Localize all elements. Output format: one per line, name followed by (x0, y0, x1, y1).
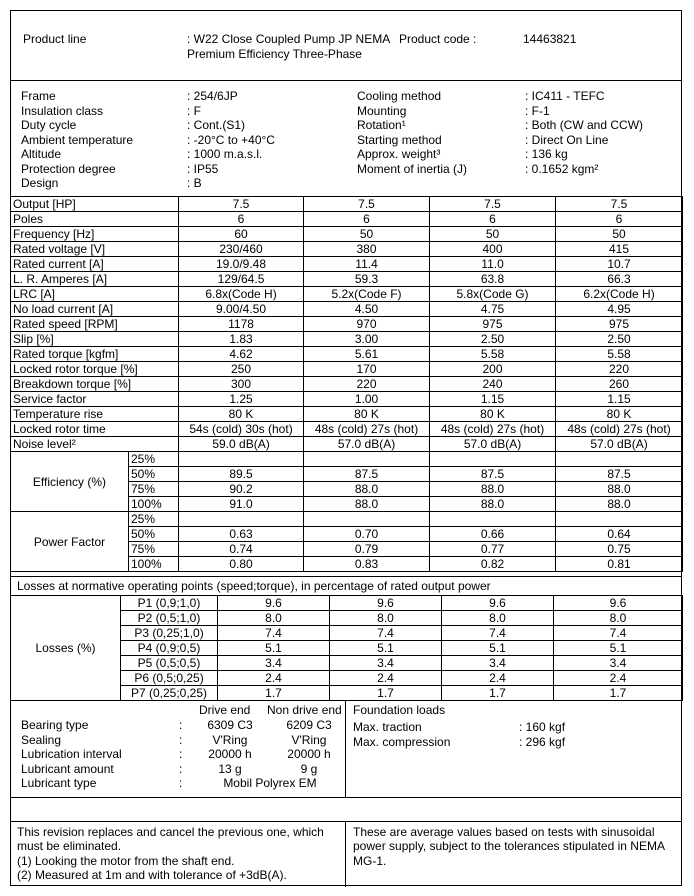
bearing-type-label: Bearing type (21, 718, 89, 732)
max-compression-value: : 296 kgf (519, 734, 566, 749)
cell-value: 19.0/9.48 (179, 257, 304, 272)
cell-value: 9.6 (218, 596, 330, 611)
moment-of-inertia-label: Moment of inertia (J) (357, 161, 468, 176)
cell-value: 1.7 (442, 686, 554, 701)
cell-value: 2.50 (430, 332, 556, 347)
cell-value: 50 (556, 227, 683, 242)
duty-cycle-value: : Cont.(S1) (187, 118, 246, 132)
row-label: Locked rotor time (11, 422, 179, 437)
cell-value: 170 (304, 362, 430, 377)
cell-value: 300 (179, 377, 304, 392)
cell-value: 5.1 (218, 641, 330, 656)
table-row (11, 452, 683, 467)
lubrication-interval-label: Lubrication interval (21, 747, 122, 761)
operating-point: P4 (0,9;0,5) (121, 641, 218, 656)
cell-value: 5.58 (430, 347, 556, 362)
cell-value: 129/64.5 (179, 272, 304, 287)
non-drive-end-lubrication-interval: 20000 h (287, 747, 331, 761)
cell-value: 91.0 (179, 497, 304, 512)
bearing-colons (179, 718, 182, 791)
cell-value: 88.0 (304, 482, 430, 497)
cell-value: 59.0 dB(A) (179, 437, 304, 452)
drive-end-sealing: V'Ring (212, 732, 248, 747)
cell-value: 48s (cold) 27s (hot) (556, 422, 683, 437)
load-label: 25% (129, 512, 179, 527)
lubricant-type-value: Mobil Polyrex EM (223, 776, 317, 790)
cell-value: 7.5 (556, 197, 683, 212)
row-label: Noise level² (11, 437, 179, 452)
cell-value: 3.4 (330, 656, 442, 671)
bearing-labels (21, 718, 122, 791)
cell-value: 80 K (304, 407, 430, 422)
cell-value: 200 (430, 362, 556, 377)
cell-value: 59.3 (304, 272, 430, 287)
cell-value: 975 (556, 317, 683, 332)
sealing-label: Sealing (21, 732, 62, 747)
cell-value: 7.4 (554, 626, 683, 641)
table-row (11, 437, 683, 452)
colon: : (179, 776, 183, 790)
table-row (11, 332, 683, 347)
divider (345, 821, 346, 887)
cell-value (304, 452, 430, 467)
table-row (11, 287, 683, 302)
cell-value: 9.00/4.50 (179, 302, 304, 317)
cell-value: 1.83 (179, 332, 304, 347)
cell-value: 1178 (179, 317, 304, 332)
cell-value: 50 (304, 227, 430, 242)
cell-value: 0.83 (304, 557, 430, 572)
load-label: 50% (129, 527, 179, 542)
cell-value: 6.8x(Code H) (179, 287, 304, 302)
non-drive-end-bearing-type: 6209 C3 (286, 718, 332, 732)
cell-value: 88.0 (430, 497, 556, 512)
row-label: Breakdown torque [%] (11, 377, 179, 392)
operating-point: P1 (0,9;1,0) (121, 596, 218, 611)
row-label: Frequency [Hz] (11, 227, 179, 242)
cell-value: 0.82 (430, 557, 556, 572)
cell-value: 1.15 (556, 392, 683, 407)
drive-end-bearing-type: 6309 C3 (207, 718, 253, 732)
table-row (11, 302, 683, 317)
colon: : (179, 761, 183, 776)
cell-value: 8.0 (554, 611, 683, 626)
cell-value: 2.4 (554, 671, 683, 686)
cell-value: 7.4 (442, 626, 554, 641)
colon: : (179, 747, 183, 761)
non-drive-end-header: Non drive end (267, 703, 342, 717)
general-left-values (187, 89, 275, 191)
cell-value: 0.64 (556, 527, 683, 542)
cell-value: 5.1 (330, 641, 442, 656)
cooling-method-value: : IC411 - TEFC (525, 89, 605, 103)
divider (11, 797, 681, 798)
table-row (11, 407, 683, 422)
cell-value: 6 (430, 212, 556, 227)
design-value: : B (187, 176, 202, 190)
cell-value: 57.0 dB(A) (304, 437, 430, 452)
cell-value: 250 (179, 362, 304, 377)
cell-value: 5.1 (442, 641, 554, 656)
losses-table (10, 595, 683, 701)
cell-value: 87.5 (304, 467, 430, 482)
max-compression-label: Max. compression (353, 734, 451, 749)
cell-value: 1.25 (179, 392, 304, 407)
protection-degree-value: : IP55 (187, 161, 219, 176)
row-label: No load current [A] (11, 302, 179, 317)
table-row (11, 362, 683, 377)
duty-cycle-label: Duty cycle (21, 118, 77, 132)
altitude-value: : 1000 m.a.s.l. (187, 147, 263, 161)
efficiency-label: Efficiency (%) (11, 452, 129, 512)
design-label: Design (21, 176, 59, 190)
load-label: 25% (129, 452, 179, 467)
cell-value: 50 (430, 227, 556, 242)
approx-weight-label: Approx. weight³ (357, 147, 441, 161)
table-row (11, 512, 683, 527)
cell-value: 0.66 (430, 527, 556, 542)
cell-value: 9.6 (330, 596, 442, 611)
drive-end-values (195, 718, 265, 776)
cell-value: 0.81 (556, 557, 683, 572)
cell-value: 89.5 (179, 467, 304, 482)
cell-value: 7.5 (179, 197, 304, 212)
cell-value: 970 (304, 317, 430, 332)
power-factor-label: Power Factor (11, 512, 129, 572)
table-row (11, 392, 683, 407)
cell-value: 9.6 (554, 596, 683, 611)
lubricant-amount-label: Lubricant amount (21, 761, 114, 776)
cell-value: 87.5 (556, 467, 683, 482)
footnote-1: (1) Looking the motor from the shaft end. (17, 853, 235, 868)
frame-value: : 254/6JP (187, 89, 238, 103)
cell-value (430, 512, 556, 527)
cell-value: 80 K (556, 407, 683, 422)
cell-value: 11.0 (430, 257, 556, 272)
protection-degree-label: Protection degree (21, 161, 116, 176)
cell-value: 0.70 (304, 527, 430, 542)
operating-point: P3 (0,25;1,0) (121, 626, 218, 641)
cell-value: 3.4 (554, 656, 683, 671)
row-label: Rated current [A] (11, 257, 179, 272)
cell-value: 415 (556, 242, 683, 257)
insulation-class-label: Insulation class (21, 103, 104, 118)
cell-value (304, 512, 430, 527)
row-label: Poles (11, 212, 179, 227)
cell-value: 7.5 (430, 197, 556, 212)
row-label: LRC [A] (11, 287, 179, 302)
cell-value: 4.95 (556, 302, 683, 317)
cell-value: 88.0 (556, 497, 683, 512)
cell-value: 0.63 (179, 527, 304, 542)
cell-value (556, 512, 683, 527)
drive-end-header: Drive end (199, 703, 251, 717)
notes-left (17, 825, 339, 882)
cell-value: 0.79 (304, 542, 430, 557)
cell-value: 88.0 (556, 482, 683, 497)
mounting-value: : F-1 (525, 103, 550, 118)
load-label: 75% (129, 482, 179, 497)
row-label: Temperature rise (11, 407, 179, 422)
cell-value: 6 (304, 212, 430, 227)
cell-value: 240 (430, 377, 556, 392)
cell-value: 7.5 (304, 197, 430, 212)
load-label: 100% (129, 557, 179, 572)
cell-value: 4.50 (304, 302, 430, 317)
foundation-labels (353, 720, 450, 749)
row-label: Rated torque [kgfm] (11, 347, 179, 362)
rotation-label: Rotation¹ (357, 118, 406, 132)
row-label: Output [HP] (11, 197, 179, 212)
cell-value: 60 (179, 227, 304, 242)
cell-value: 3.4 (442, 656, 554, 671)
cell-value: 5.8x(Code G) (430, 287, 556, 302)
cell-value: 10.7 (556, 257, 683, 272)
table-row (11, 596, 683, 611)
cell-value: 6 (179, 212, 304, 227)
table-row (11, 377, 683, 392)
cell-value: 54s (cold) 30s (hot) (179, 422, 304, 437)
operating-point: P5 (0,5;0,5) (121, 656, 218, 671)
product-code-value: 14463821 (523, 32, 577, 46)
cell-value: 0.75 (556, 542, 683, 557)
cell-value: 48s (cold) 27s (hot) (304, 422, 430, 437)
cell-value: 8.0 (330, 611, 442, 626)
cell-value: 8.0 (442, 611, 554, 626)
datasheet (10, 10, 682, 886)
starting-method-label: Starting method (357, 132, 442, 147)
notes-right: These are average values based on tests with sinusoidal power supply, subject to the tolerances stipulated in NEMA MG-1. (353, 825, 665, 868)
ambient-temperature-value: : -20°C to +40°C (187, 132, 275, 147)
table-row (11, 242, 683, 257)
mounting-label: Mounting (357, 103, 407, 118)
cell-value: 57.0 dB(A) (430, 437, 556, 452)
product-code-label: Product code : (399, 32, 477, 46)
cell-value: 2.4 (442, 671, 554, 686)
table-row (11, 272, 683, 287)
table-row (11, 347, 683, 362)
lubricant-type-label: Lubricant type (21, 776, 97, 790)
ambient-temperature-label: Ambient temperature (21, 132, 134, 147)
cell-value: 2.50 (556, 332, 683, 347)
cell-value: 3.00 (304, 332, 430, 347)
table-row (11, 212, 683, 227)
altitude-label: Altitude (21, 147, 62, 161)
cell-value: 6 (556, 212, 683, 227)
moment-of-inertia-value: : 0.1652 kgm² (525, 161, 599, 176)
operating-point: P6 (0,5;0,25) (121, 671, 218, 686)
cell-value: 80 K (179, 407, 304, 422)
row-label: Slip [%] (11, 332, 179, 347)
operating-point: P7 (0,25;0,25) (121, 686, 218, 701)
cell-value: 5.2x(Code F) (304, 287, 430, 302)
table-row (11, 197, 683, 212)
product-line-value: : W22 Close Coupled Pump JP NEMA Premium Efficiency Three-Phase (187, 32, 390, 61)
non-drive-end-values (273, 718, 345, 776)
cell-value: 87.5 (430, 467, 556, 482)
cell-value: 5.1 (554, 641, 683, 656)
frame-label: Frame (21, 89, 56, 103)
foundation-loads-title: Foundation loads (353, 703, 446, 717)
cell-value: 2.4 (218, 671, 330, 686)
cell-value: 1.7 (330, 686, 442, 701)
cell-value: 11.4 (304, 257, 430, 272)
non-drive-end-sealing: V'Ring (291, 732, 327, 747)
operating-point: P2 (0,5;1,0) (121, 611, 218, 626)
cell-value: 0.77 (430, 542, 556, 557)
cell-value: 4.75 (430, 302, 556, 317)
colon: : (179, 732, 183, 747)
foundation-values (519, 720, 565, 749)
table-row (11, 422, 683, 437)
table-row (11, 317, 683, 332)
general-left-labels (21, 89, 133, 191)
drive-end-lubrication-interval: 20000 h (208, 747, 252, 761)
colon: : (179, 718, 183, 732)
cell-value: 4.62 (179, 347, 304, 362)
load-label: 100% (129, 497, 179, 512)
table-row (11, 227, 683, 242)
cell-value (179, 512, 304, 527)
divider (11, 821, 681, 822)
cell-value: 88.0 (304, 497, 430, 512)
cell-value: 0.80 (179, 557, 304, 572)
cell-value: 220 (304, 377, 430, 392)
cell-value: 9.6 (442, 596, 554, 611)
footnote-2: (2) Measured at 1m and with tolerance of +3dB(A). (17, 867, 287, 882)
cell-value: 1.00 (304, 392, 430, 407)
cell-value: 1.15 (430, 392, 556, 407)
max-traction-label: Max. traction (353, 720, 422, 734)
cooling-method-label: Cooling method (357, 89, 442, 103)
cell-value: 88.0 (430, 482, 556, 497)
cell-value: 7.4 (218, 626, 330, 641)
row-label: Locked rotor torque [%] (11, 362, 179, 377)
cell-value: 5.58 (556, 347, 683, 362)
cell-value: 1.7 (554, 686, 683, 701)
cell-value: 57.0 dB(A) (556, 437, 683, 452)
cell-value: 6.2x(Code H) (556, 287, 683, 302)
cell-value: 260 (556, 377, 683, 392)
insulation-class-value: : F (187, 103, 201, 118)
cell-value (430, 452, 556, 467)
cell-value: 7.4 (330, 626, 442, 641)
performance-table (10, 196, 683, 572)
cell-value (556, 452, 683, 467)
cell-value (179, 452, 304, 467)
approx-weight-value: : 136 kg (525, 147, 568, 161)
row-label: Service factor (11, 392, 179, 407)
general-right-labels (357, 89, 467, 176)
cell-value: 63.8 (430, 272, 556, 287)
divider (11, 80, 681, 81)
drive-end-lubricant-amount: 13 g (218, 761, 242, 776)
max-traction-value: : 160 kgf (519, 720, 566, 734)
cell-value: 0.74 (179, 542, 304, 557)
load-label: 75% (129, 542, 179, 557)
cell-value: 48s (cold) 27s (hot) (430, 422, 556, 437)
revision-note: This revision replaces and cancel the previous one, which must be eliminated. (17, 825, 324, 854)
cell-value: 3.4 (218, 656, 330, 671)
cell-value: 80 K (430, 407, 556, 422)
table-row (11, 257, 683, 272)
cell-value: 230/460 (179, 242, 304, 257)
cell-value: 66.3 (556, 272, 683, 287)
divider (345, 700, 346, 798)
cell-value: 380 (304, 242, 430, 257)
losses-label: Losses (%) (11, 596, 121, 701)
general-right-values (525, 89, 643, 176)
cell-value: 5.61 (304, 347, 430, 362)
losses-title: Losses at normative operating points (speed;torque), in percentage of rated output power (17, 579, 491, 593)
rotation-value: : Both (CW and CCW) (525, 118, 644, 132)
load-label: 50% (129, 467, 179, 482)
row-label: Rated voltage [V] (11, 242, 179, 257)
cell-value: 1.7 (218, 686, 330, 701)
cell-value: 220 (556, 362, 683, 377)
row-label: L. R. Amperes [A] (11, 272, 179, 287)
cell-value: 2.4 (330, 671, 442, 686)
cell-value: 90.2 (179, 482, 304, 497)
row-label: Rated speed [RPM] (11, 317, 179, 332)
starting-method-value: : Direct On Line (525, 132, 609, 147)
cell-value: 8.0 (218, 611, 330, 626)
cell-value: 400 (430, 242, 556, 257)
product-line-label: Product line (23, 32, 87, 46)
non-drive-end-lubricant-amount: 9 g (300, 761, 318, 776)
divider (11, 576, 681, 577)
cell-value: 975 (430, 317, 556, 332)
